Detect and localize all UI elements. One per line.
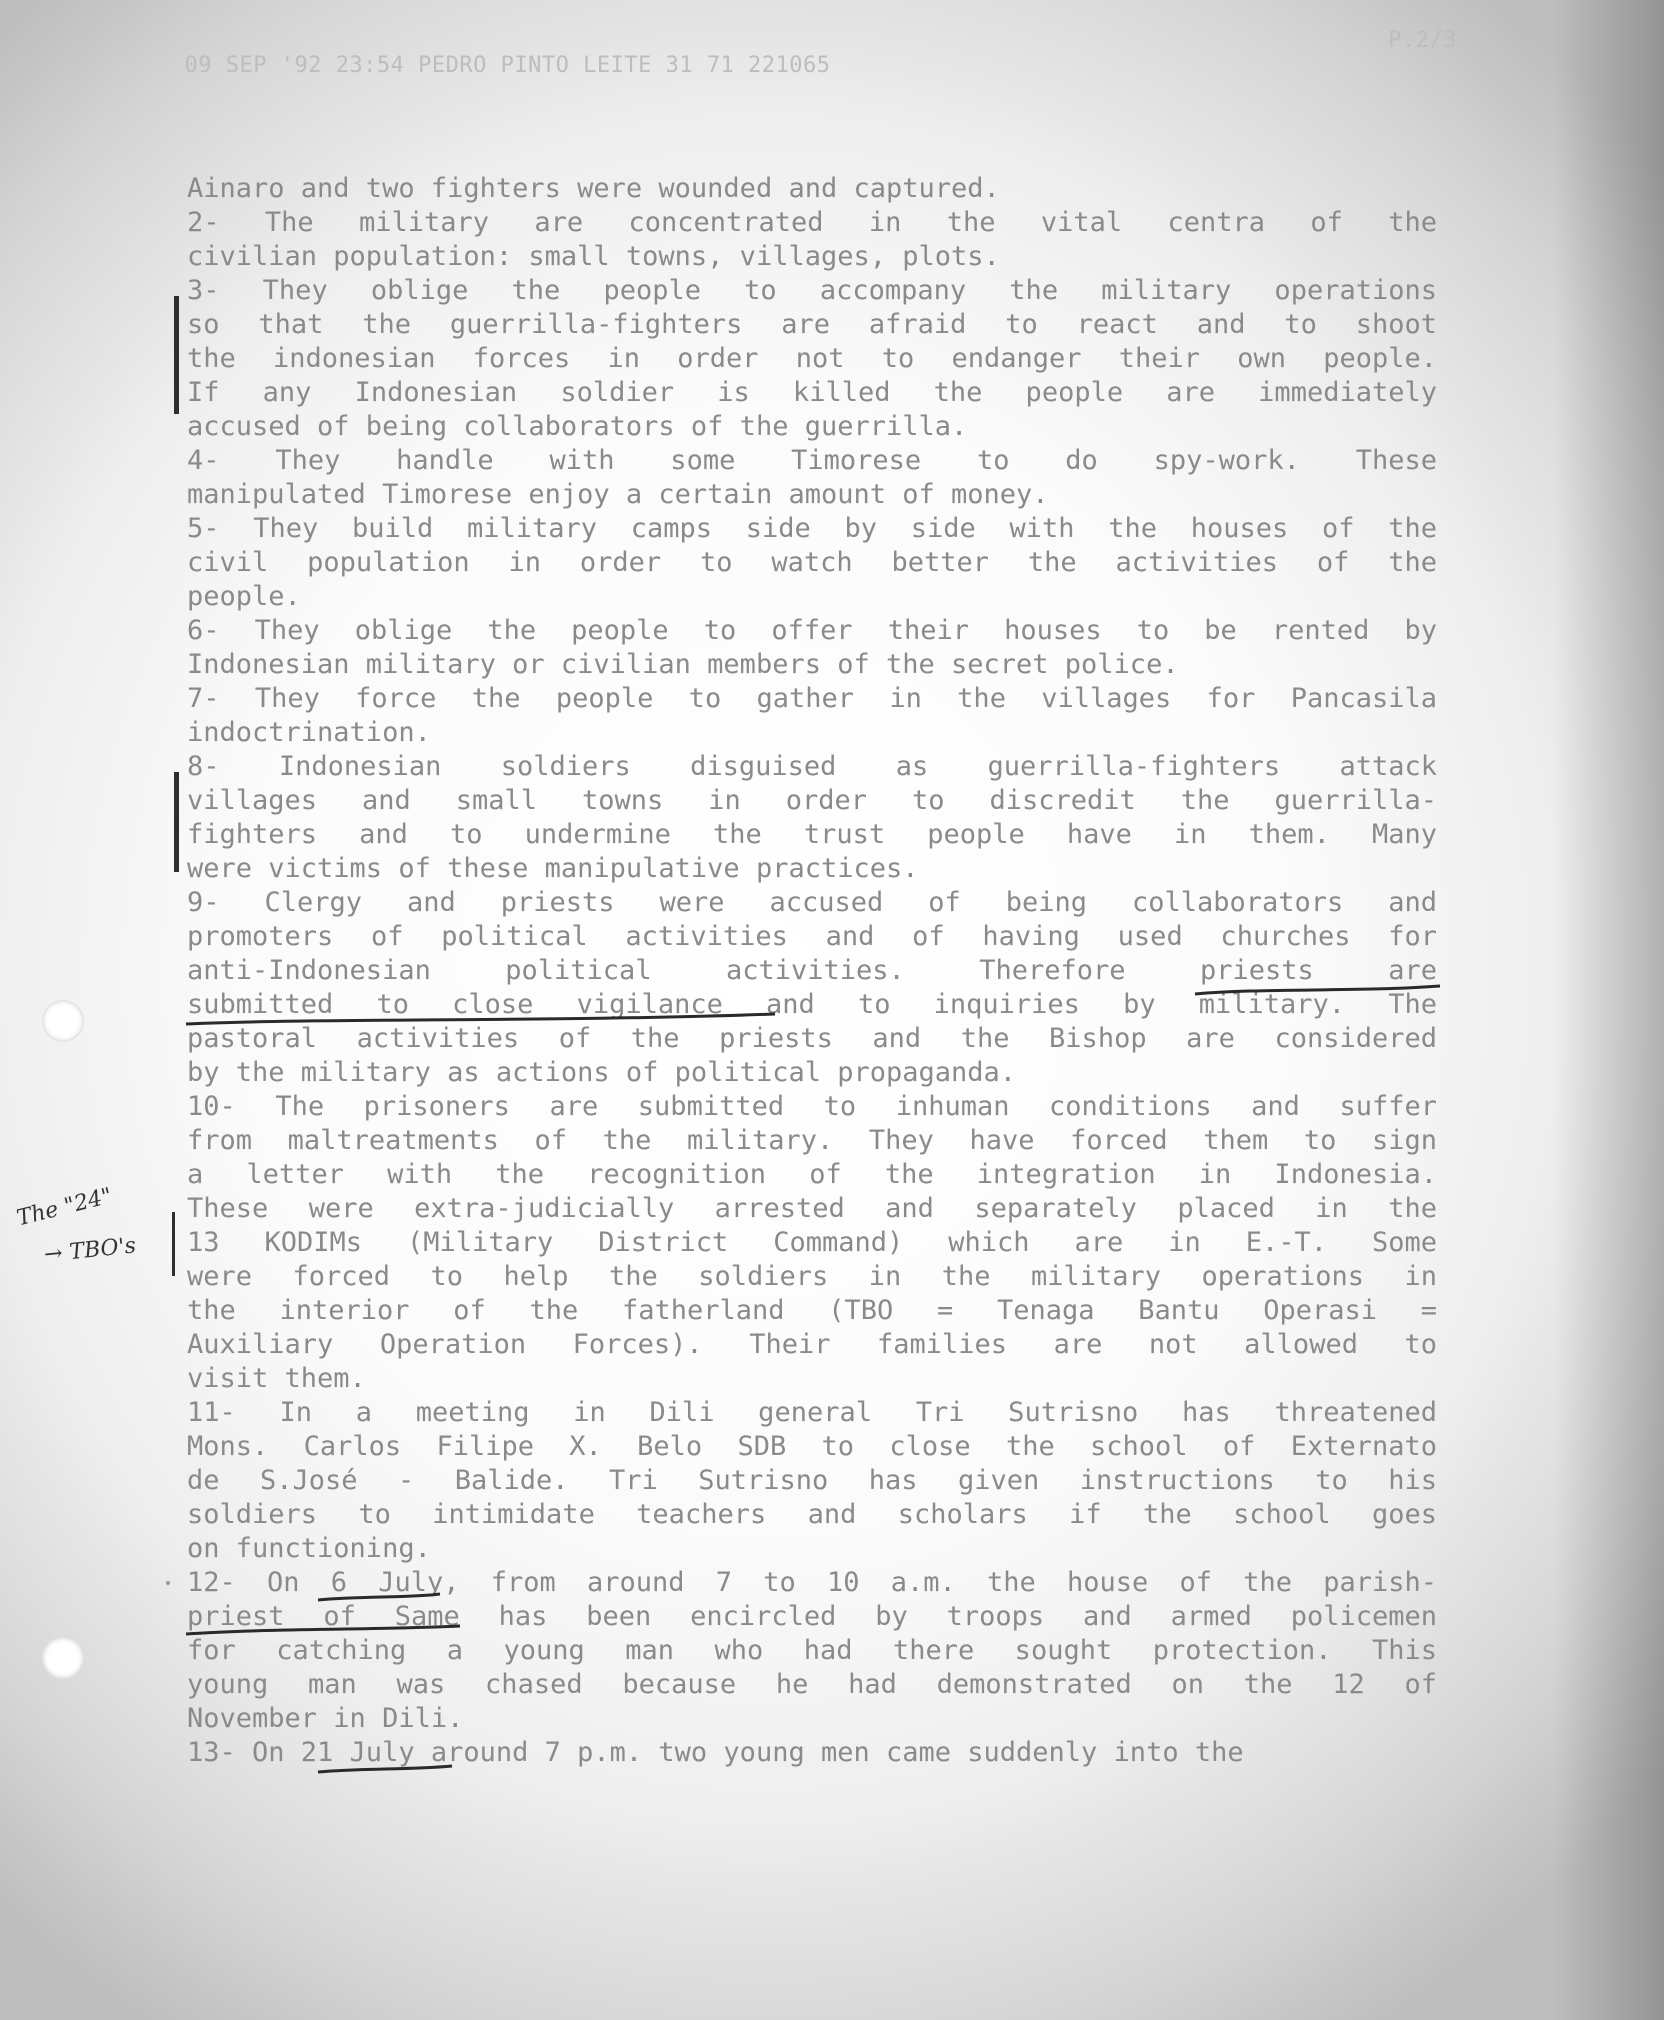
body-line: promoters of political activities and of having used churches for xyxy=(187,921,1437,952)
body-line: for catching a young man who had there sought protection. This xyxy=(187,1635,1437,1666)
fax-transmission-header xyxy=(157,28,1457,78)
body-line: people. xyxy=(187,581,301,612)
body-line: manipulated Timorese enjoy a certain amount of money. xyxy=(187,479,1049,510)
body-line: on functioning. xyxy=(187,1533,431,1564)
margin-bar-mark xyxy=(172,1212,175,1276)
body-line: priest of Same has been encircled by troops and armed policemen xyxy=(187,1601,1437,1632)
body-line: 10- The prisoners are submitted to inhuman conditions and suffer xyxy=(187,1091,1437,1122)
body-line: Indonesian military or civilian members of the secret police. xyxy=(187,649,1179,680)
body-line: civil population in order to watch better the activities of the xyxy=(187,547,1437,578)
body-line: the indonesian forces in order not to endanger their own people. xyxy=(187,343,1437,374)
body-line: young man was chased because he had demonstrated on the 12 of xyxy=(187,1669,1437,1700)
body-line: 7- They force the people to gather in the villages for Pancasila xyxy=(187,683,1437,714)
body-line: 5- They build military camps side by side with the houses of the xyxy=(187,513,1437,544)
body-line: 3- They oblige the people to accompany the military operations xyxy=(187,275,1437,306)
body-line: were forced to help the soldiers in the military operations in xyxy=(187,1261,1437,1292)
body-line: so that the guerrilla-fighters are afraid to react and to shoot xyxy=(187,309,1437,340)
body-line: Auxiliary Operation Forces). Their families are not allowed to xyxy=(187,1329,1437,1360)
body-line: 12- On 6 July, from around 7 to 10 a.m. the house of the parish- xyxy=(187,1567,1437,1598)
body-line: soldiers to intimidate teachers and scholars if the school goes xyxy=(187,1499,1437,1530)
body-line: 11- In a meeting in Dili general Tri Sutrisno has threatened xyxy=(187,1397,1437,1428)
body-line: Ainaro and two fighters were wounded and captured. xyxy=(187,173,1000,204)
punch-hole xyxy=(42,1637,84,1679)
body-line: 2- The military are concentrated in the vital centra of the xyxy=(187,207,1437,238)
body-line: 9- Clergy and priests were accused of being collaborators and xyxy=(187,887,1437,918)
margin-note-line-1: The "24" xyxy=(14,1183,115,1232)
document-body xyxy=(187,172,1437,1770)
body-line: pastoral activities of the priests and the Bishop are considered xyxy=(187,1023,1437,1054)
body-line: November in Dili. xyxy=(187,1703,464,1734)
body-line: fighters and to undermine the trust people have in them. Many xyxy=(187,819,1437,850)
page-edge-shadow xyxy=(1554,0,1664,2020)
body-line: If any Indonesian soldier is killed the people are immediately xyxy=(187,377,1437,408)
margin-note-line-2: → TBO's xyxy=(42,1233,138,1268)
fax-page-number: P.2/3 xyxy=(1388,28,1457,53)
body-line: de S.José - Balide. Tri Sutrisno has given instructions to his xyxy=(187,1465,1437,1496)
body-line: Mons. Carlos Filipe X. Belo SDB to close the school of Externato xyxy=(187,1431,1437,1462)
body-line: 6- They oblige the people to offer their houses to be rented by xyxy=(187,615,1437,646)
body-line: from maltreatments of the military. They have forced them to sign xyxy=(187,1125,1437,1156)
margin-bar-mark xyxy=(174,772,179,872)
body-line: 4- They handle with some Timorese to do spy-work. These xyxy=(187,445,1437,476)
fax-header-line: 09 SEP '92 23:54 PEDRO PINTO LEITE 31 71 221065 xyxy=(184,53,831,78)
body-line: These were extra-judicially arrested and separately placed in the xyxy=(187,1193,1437,1224)
body-line: by the military as actions of political propaganda. xyxy=(187,1057,1017,1088)
body-line: 13 KODIMs (Military District Command) which are in E.-T. Some xyxy=(187,1227,1437,1258)
body-line: submitted to close vigilance and to inquiries by military. The xyxy=(187,989,1437,1020)
body-line: were victims of these manipulative practices. xyxy=(187,853,919,884)
body-line: indoctrination. xyxy=(187,717,431,748)
margin-bar-mark xyxy=(174,296,179,414)
punch-hole xyxy=(42,1000,84,1042)
body-line: villages and small towns in order to discredit the guerrilla- xyxy=(187,785,1437,816)
body-line: 8- Indonesian soldiers disguised as guerrilla-fighters attack xyxy=(187,751,1437,782)
body-line: civilian population: small towns, villages, plots. xyxy=(187,241,1000,272)
body-line: visit them. xyxy=(187,1363,366,1394)
body-line: the interior of the fatherland (TBO = Tenaga Bantu Operasi = xyxy=(187,1295,1437,1326)
body-line: anti-Indonesian political activities. Therefore priests are xyxy=(187,955,1437,986)
body-line: 13- On 21 July around 7 p.m. two young men came suddenly into the xyxy=(187,1737,1244,1768)
body-line: accused of being collaborators of the guerrilla. xyxy=(187,411,968,442)
body-line: a letter with the recognition of the integration in Indonesia. xyxy=(187,1159,1437,1190)
